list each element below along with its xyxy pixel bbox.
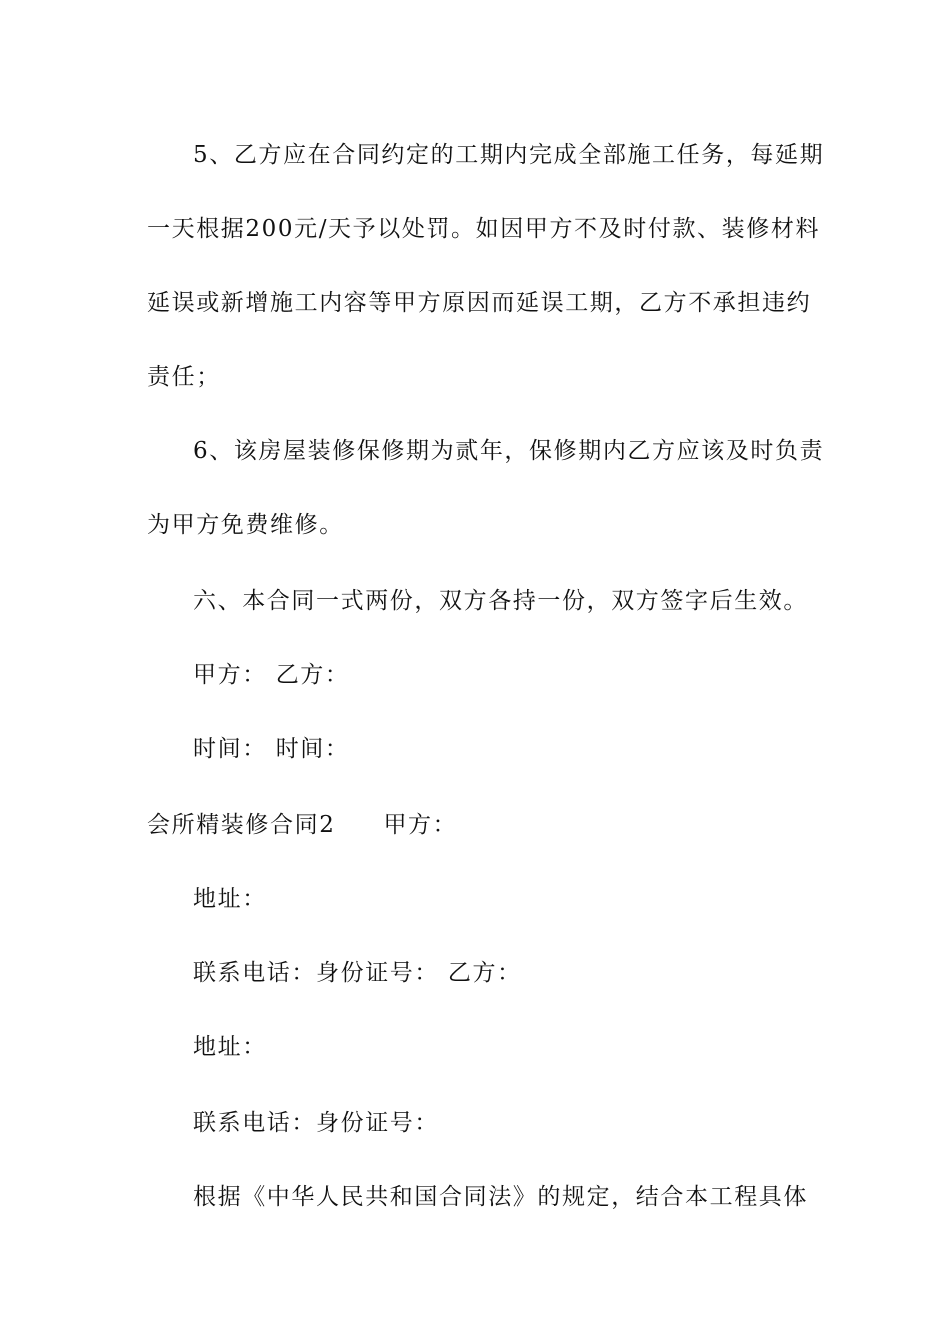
party-b-address: 地址：	[193, 1034, 267, 1060]
section-6-text: 六、本合同一式两份，双方各持一份，双方签字后生效。	[193, 588, 808, 614]
clause-6-line-2: 为甲方免费维修。	[147, 512, 344, 538]
clause-5-line-3: 延误或新增施工内容等甲方原因而延误工期，乙方不承担违约	[147, 290, 812, 316]
signature-parties: 甲方： 乙方：	[193, 662, 350, 688]
clause-5-line-4: 责任；	[147, 364, 221, 390]
clause-5-line-2: 一天根据200元/天予以处罚。如因甲方不及时付款、装修材料	[147, 216, 821, 242]
party-b-contact: 联系电话：身份证号：	[193, 1110, 439, 1136]
preamble-line: 根据《中华人民共和国合同法》的规定，结合本工程具体	[193, 1184, 808, 1210]
contract-2-party-a: 甲方：	[383, 812, 458, 838]
clause-6-line-1: 6、该房屋装修保修期为贰年，保修期内乙方应该及时负责	[193, 438, 825, 464]
signature-dates: 时间： 时间：	[193, 736, 350, 762]
contract-2-heading	[147, 810, 457, 840]
party-a-address: 地址：	[193, 886, 267, 912]
clause-5-line-1: 5、乙方应在合同约定的工期内完成全部施工任务，每延期	[193, 142, 825, 168]
contract-2-title: 会所精装修合同2	[147, 812, 336, 838]
party-a-contact: 联系电话：身份证号： 乙方：	[193, 960, 522, 986]
